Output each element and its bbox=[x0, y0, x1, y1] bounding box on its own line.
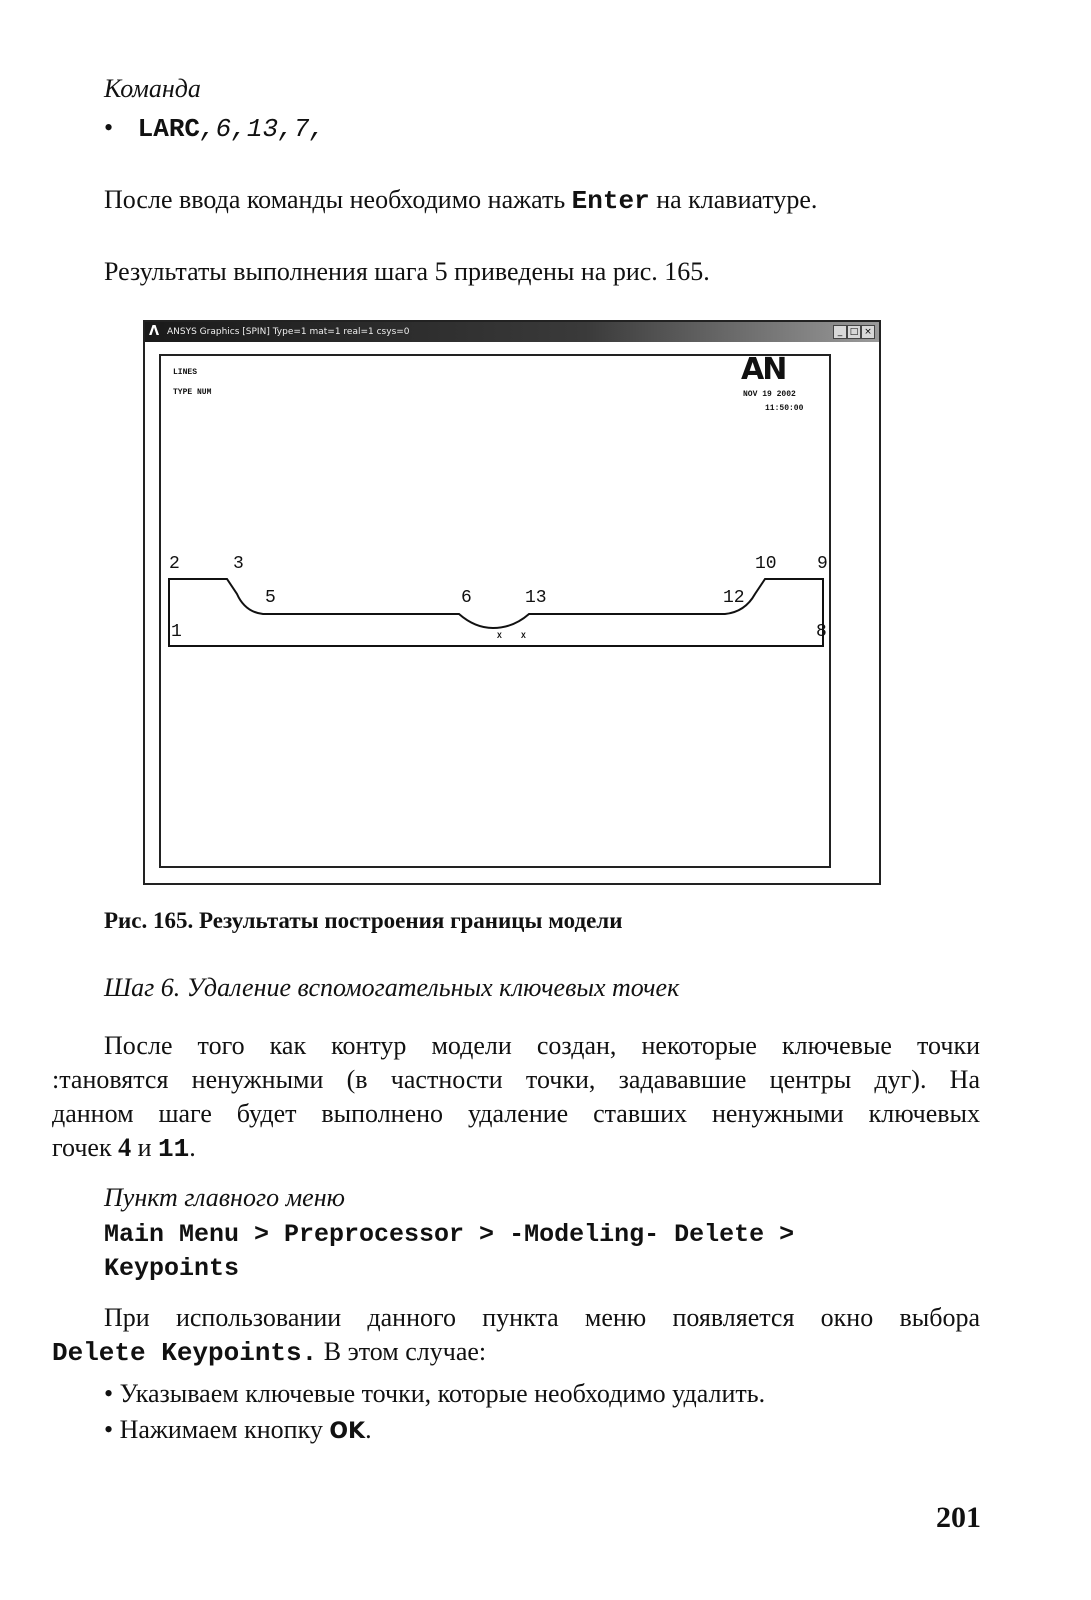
ansys-app-icon: Λ bbox=[149, 324, 160, 339]
bullet: • bbox=[104, 1415, 114, 1444]
bullet-item bbox=[104, 1414, 372, 1448]
ok-button-label: OK bbox=[329, 1419, 366, 1444]
keypoint-label-10: 10 bbox=[755, 554, 777, 574]
bullet-text: . bbox=[365, 1415, 372, 1444]
ansys-logo: AN bbox=[741, 352, 786, 387]
keypoint-label-5: 5 bbox=[265, 588, 276, 608]
command-args: ,6,13,7, bbox=[200, 114, 325, 144]
window-title: ANSYS Graphics [SPIN] Type=1 mat=1 real=1 csys=0 bbox=[167, 327, 410, 337]
bullet: • bbox=[104, 113, 114, 142]
bullet-text: Указываем ключевые точки, которые необходимо удалить. bbox=[119, 1379, 766, 1408]
keypoint-label-6: 6 bbox=[461, 588, 472, 608]
keypoint-11: 11 bbox=[158, 1134, 190, 1164]
plot-label-type: TYPE NUM bbox=[173, 388, 212, 397]
paragraph-line: :тановятся ненужными (в частности точки, задававшие центры дуг). На bbox=[52, 1065, 980, 1094]
step-heading: Шаг 6. Удаление вспомогательных ключевых точек bbox=[104, 973, 680, 1002]
menu-path-line: Main Menu > Preprocessor > -Modeling- Delete > bbox=[104, 1220, 795, 1249]
results-sentence: Результаты выполнения шага 5 приведены на рис. 165. bbox=[104, 257, 710, 286]
enter-sentence-after: на клавиатуре. bbox=[649, 185, 818, 214]
paragraph-text: В этом случае: bbox=[317, 1337, 487, 1366]
keypoint-label-12: 12 bbox=[723, 588, 745, 608]
command-heading: Команда bbox=[104, 74, 201, 103]
minimize-button[interactable]: _ bbox=[833, 325, 847, 339]
paragraph-text: гочек bbox=[52, 1133, 119, 1162]
bullet: • bbox=[104, 1379, 114, 1408]
model-boundary bbox=[159, 354, 831, 868]
window-titlebar bbox=[145, 322, 879, 342]
enter-sentence bbox=[104, 184, 817, 217]
paragraph-text: . bbox=[189, 1133, 196, 1162]
page-number: 201 bbox=[936, 1501, 981, 1534]
plot-time: 11:50:00 bbox=[765, 404, 804, 413]
paragraph-text: и bbox=[131, 1133, 159, 1162]
plot-area bbox=[159, 354, 831, 868]
menu-path-line: Keypoints bbox=[104, 1254, 240, 1283]
bullet-item bbox=[104, 1378, 765, 1410]
figure-caption: Рис. 165. Результаты построения границы модели bbox=[104, 908, 623, 933]
menu-heading: Пункт главного меню bbox=[104, 1183, 345, 1212]
keypoint-label-13: 13 bbox=[525, 588, 547, 608]
enter-sentence-before: После ввода команды необходимо нажать bbox=[104, 185, 572, 214]
maximize-button[interactable]: □ bbox=[847, 325, 861, 339]
close-button[interactable]: × bbox=[861, 325, 875, 339]
enter-key: Enter bbox=[571, 186, 650, 216]
paragraph-line: данном шаге будет выполнено удаление ставших ненужными ключевых bbox=[52, 1099, 980, 1128]
paragraph-last-line bbox=[52, 1132, 196, 1165]
menu-path bbox=[104, 1218, 794, 1286]
plot-date: NOV 19 2002 bbox=[743, 390, 796, 399]
keypoint-label-8: 8 bbox=[816, 622, 827, 642]
ansys-graphics-window bbox=[143, 320, 881, 885]
bullet-text: Нажимаем кнопку bbox=[119, 1415, 330, 1444]
paragraph-line bbox=[52, 1336, 486, 1369]
plot-label-lines: LINES bbox=[173, 368, 198, 377]
command-line bbox=[104, 112, 325, 145]
center-marker: X bbox=[497, 632, 502, 641]
keypoint-label-2: 2 bbox=[169, 554, 180, 574]
keypoint-label-9: 9 bbox=[817, 554, 828, 574]
keypoint-label-3: 3 bbox=[233, 554, 244, 574]
center-marker: X bbox=[521, 632, 526, 641]
paragraph-line: После того как контур модели создан, некоторые ключевые точки bbox=[104, 1031, 980, 1060]
command-name: LARC bbox=[137, 114, 201, 144]
delete-keypoints-window-name: Delete Keypoints. bbox=[52, 1338, 318, 1368]
keypoint-4: 4 bbox=[118, 1133, 132, 1162]
paragraph-line: При использовании данного пункта меню появляется окно выбора bbox=[104, 1303, 980, 1332]
keypoint-label-1: 1 bbox=[171, 622, 182, 642]
